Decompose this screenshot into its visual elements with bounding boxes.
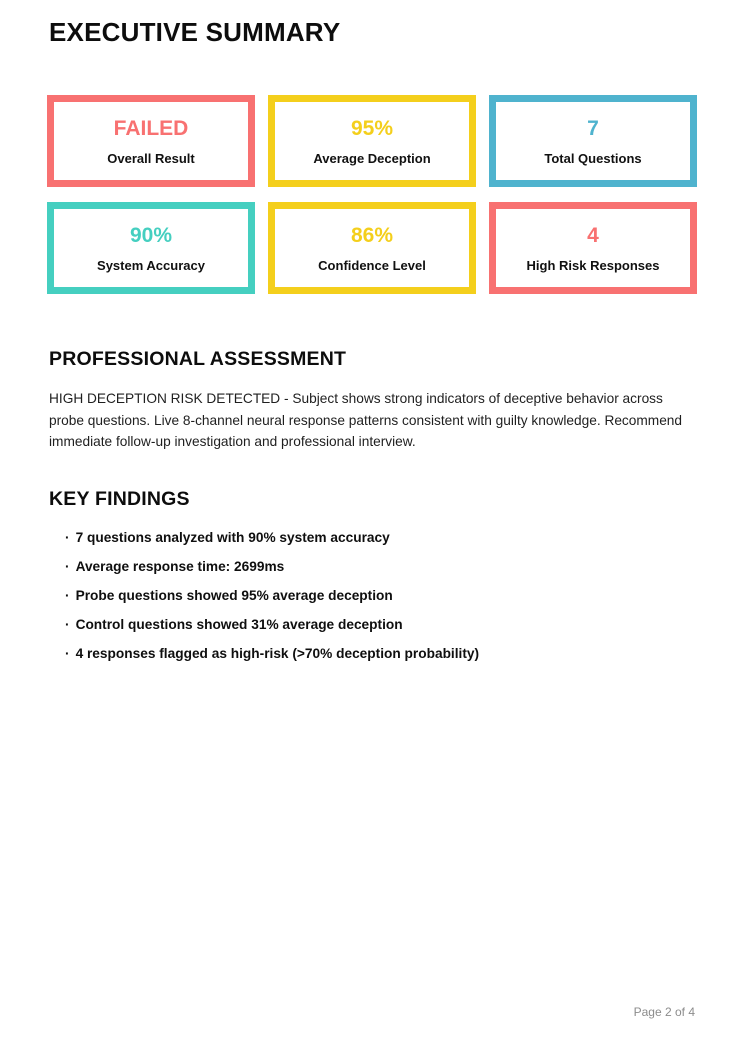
stat-value: 95% [350,116,394,140]
stat-value: 90% [129,223,173,247]
stat-label: Average Deception [313,150,431,166]
finding-item [65,647,695,661]
professional-assessment-body: HIGH DECEPTION RISK DETECTED - Subject shows strong indicators of deceptive behavior across probe questions. Live 8-channel neural response patterns consistent with guilty knowledge. Recommend immediate follow-up investigation and professional interview. [49,391,683,449]
stat-label: Confidence Level [318,257,426,273]
finding-text: Control questions showed 31% average deception [75,616,403,632]
professional-assessment-heading: PROFESSIONAL ASSESSMENT [49,348,347,370]
finding-text: Probe questions showed 95% average deception [75,587,393,603]
key-findings-section [49,488,695,661]
professional-assessment-section [49,348,695,453]
finding-text: 7 questions analyzed with 90% system accuracy [75,529,390,545]
finding-text: 4 responses flagged as high-risk (>70% deception probability) [75,645,480,661]
key-findings-list [49,531,695,661]
bullet-icon [65,589,70,603]
stat-card-system-accuracy [47,202,255,294]
stat-card-total-questions [489,95,697,187]
finding-item [65,618,695,632]
stat-card-confidence-level [268,202,476,294]
bullet-icon [65,618,70,632]
stat-label: Total Questions [544,150,642,166]
stat-label: System Accuracy [97,257,205,273]
stat-card-average-deception [268,95,476,187]
finding-item [65,531,695,545]
stat-card-grid [47,95,697,294]
report-page [49,0,695,676]
finding-text: Average response time: 2699ms [75,558,285,574]
bullet-icon [65,560,70,574]
stat-card-high-risk-responses [489,202,697,294]
key-findings-heading: KEY FINDINGS [49,487,190,510]
stat-value: 4 [587,223,599,247]
bullet-icon [65,531,70,545]
finding-item [65,589,695,603]
finding-item [65,560,695,574]
stat-value: 86% [350,223,394,247]
stat-value: FAILED [113,116,189,140]
stat-label: Overall Result [107,150,195,166]
stat-card-overall-result [47,95,255,187]
stat-value: 7 [587,116,599,140]
page-number: Page 2 of 4 [633,1005,695,1019]
stat-label: High Risk Responses [526,257,660,273]
page-title: EXECUTIVE SUMMARY [49,17,341,47]
bullet-icon [65,647,70,661]
